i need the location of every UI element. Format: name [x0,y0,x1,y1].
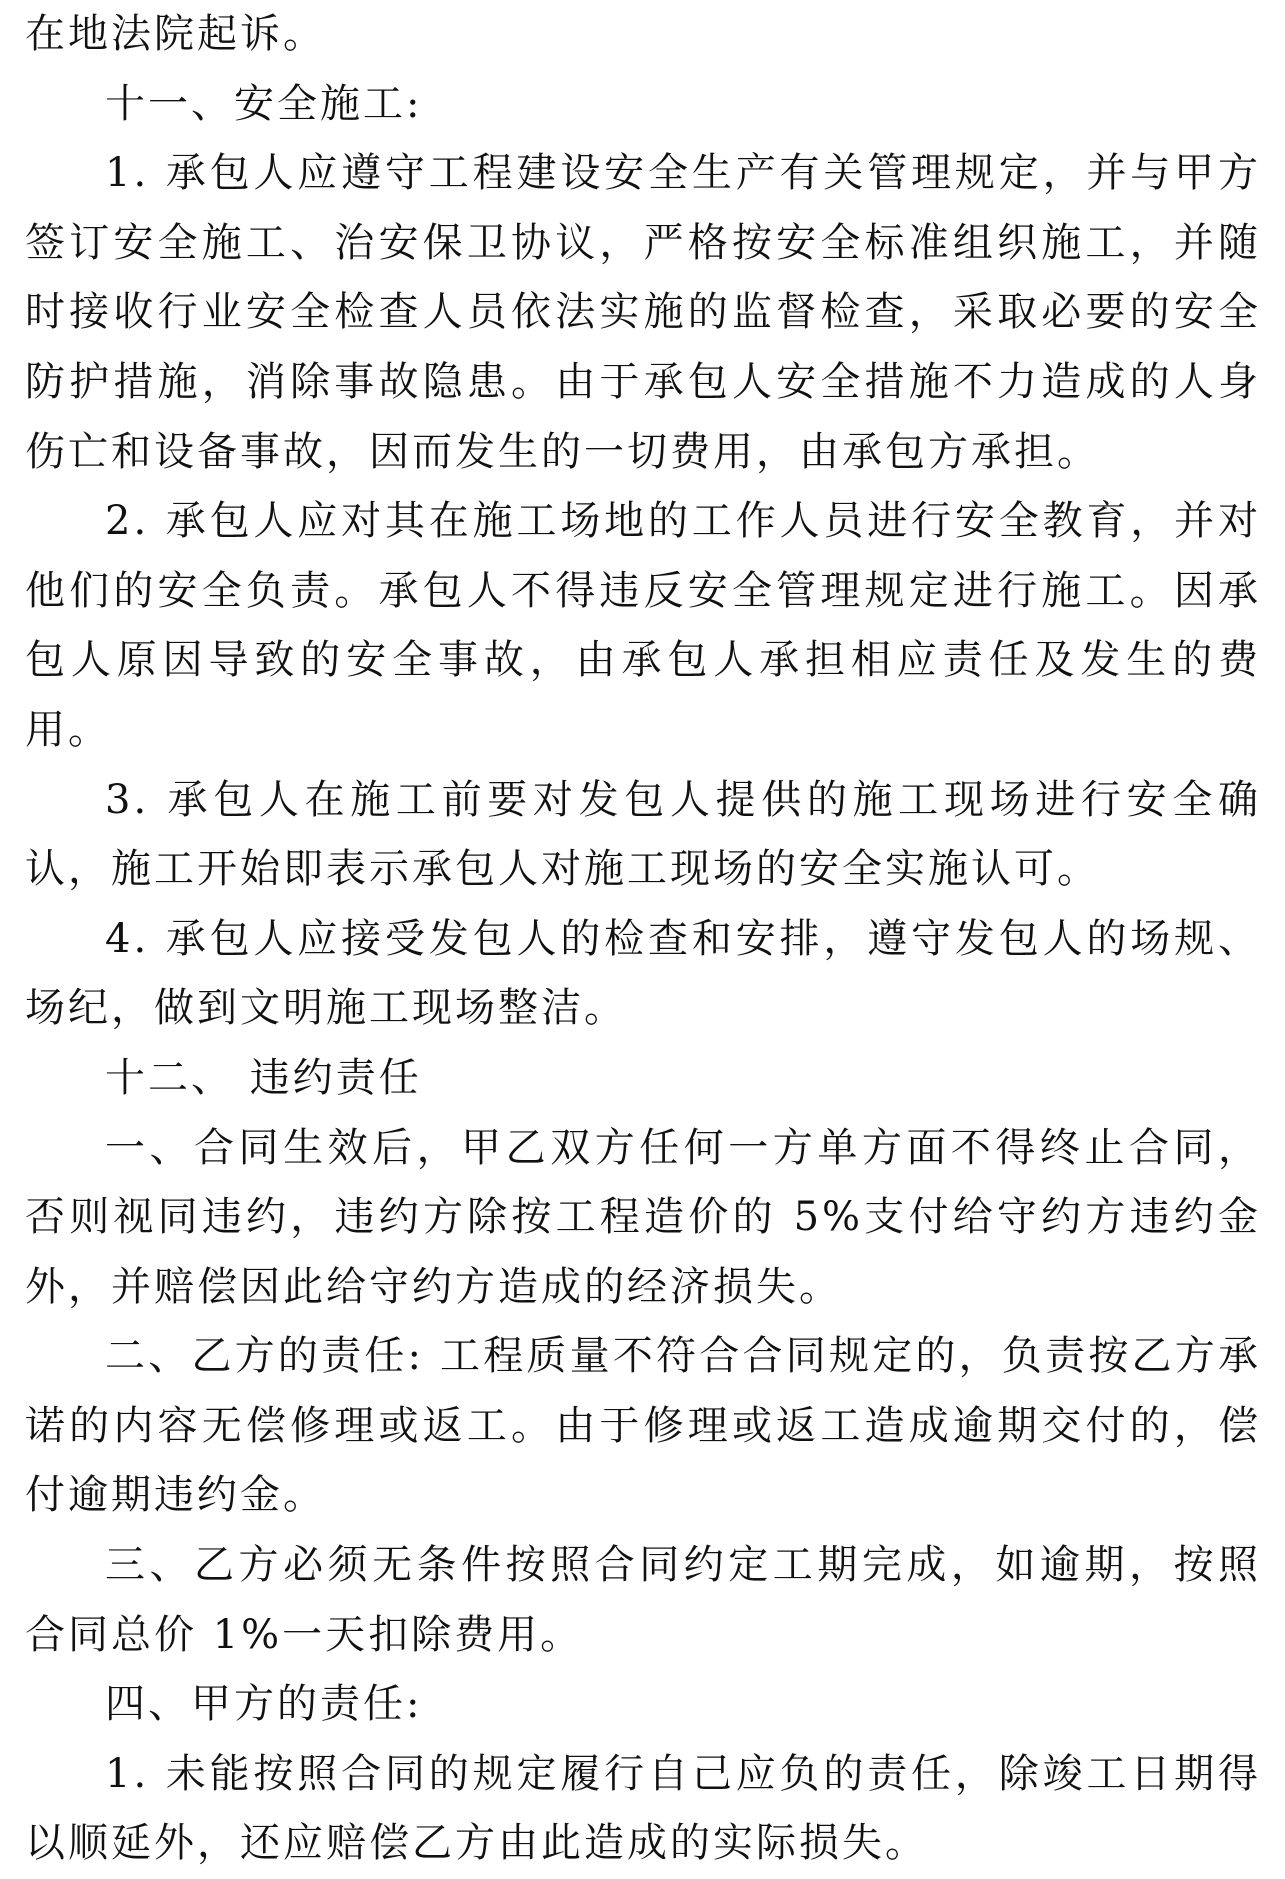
paragraph-safety-1: 1. 承包人应遵守工程建设安全生产有关管理规定，并与甲方签订安全施工、治安保卫协议，严格按安全标准组织施工，并随时接收行业安全检查人员依法实施的监督检查，采取必要的安全防护措施，消除事故隐患。由于承包人安全措施不力造成的人身伤亡和设备事故，因而发生的一切费用，由承包方承担。 [25,150,1261,475]
paragraph-breach-4: 四、甲方的责任: [105,1681,423,1728]
paragraph-lawsuit-end: 在地法院起诉。 [25,11,326,57]
section-heading-safe-construction: 十一、安全施工: [105,80,423,127]
paragraph-safety-4: 4. 承包人应接受发包人的检查和安排，遵守发包人的场规、场纪，做到文明施工现场整洁。 [25,915,1261,1032]
paragraph-safety-2: 2. 承包人应对其在施工场地的工作人员进行安全教育，并对他们的安全负责。承包人不得违反安全管理规定进行施工。因承包人原因导致的安全事故，由承包人承担相应责任及发生的费用。 [25,498,1261,753]
paragraph-breach-5: 1. 未能按照合同的规定履行自己应负的责任，除竣工日期得以顺延外，还应赔偿乙方由此造成的实际损失。 [25,1750,1261,1867]
paragraph-breach-2: 二、乙方的责任: 工程质量不符合合同规定的，负责按乙方承诺的内容无偿修理或返工。由于修理或返工造成逾期交付的，偿付逾期违约金。 [25,1333,1261,1519]
section-heading-breach-liability: 十二、 违约责任 [105,1054,422,1101]
paragraph-breach-3: 三、乙方必须无条件按照合同约定工期完成，如逾期，按照合同总价 1%一天扣除费用。 [25,1542,1261,1658]
paragraph-safety-3: 3. 承包人在施工前要对发包人提供的施工现场进行安全确认，施工开始即表示承包人对施工现场的安全实施认可。 [25,776,1261,893]
paragraph-breach-1: 一、合同生效后，甲乙双方任何一方单方面不得终止合同，否则视同违约，违约方除按工程造价的 5%支付给守约方违约金外，并赔偿因此给守约方造成的经济损失。 [25,1124,1261,1310]
